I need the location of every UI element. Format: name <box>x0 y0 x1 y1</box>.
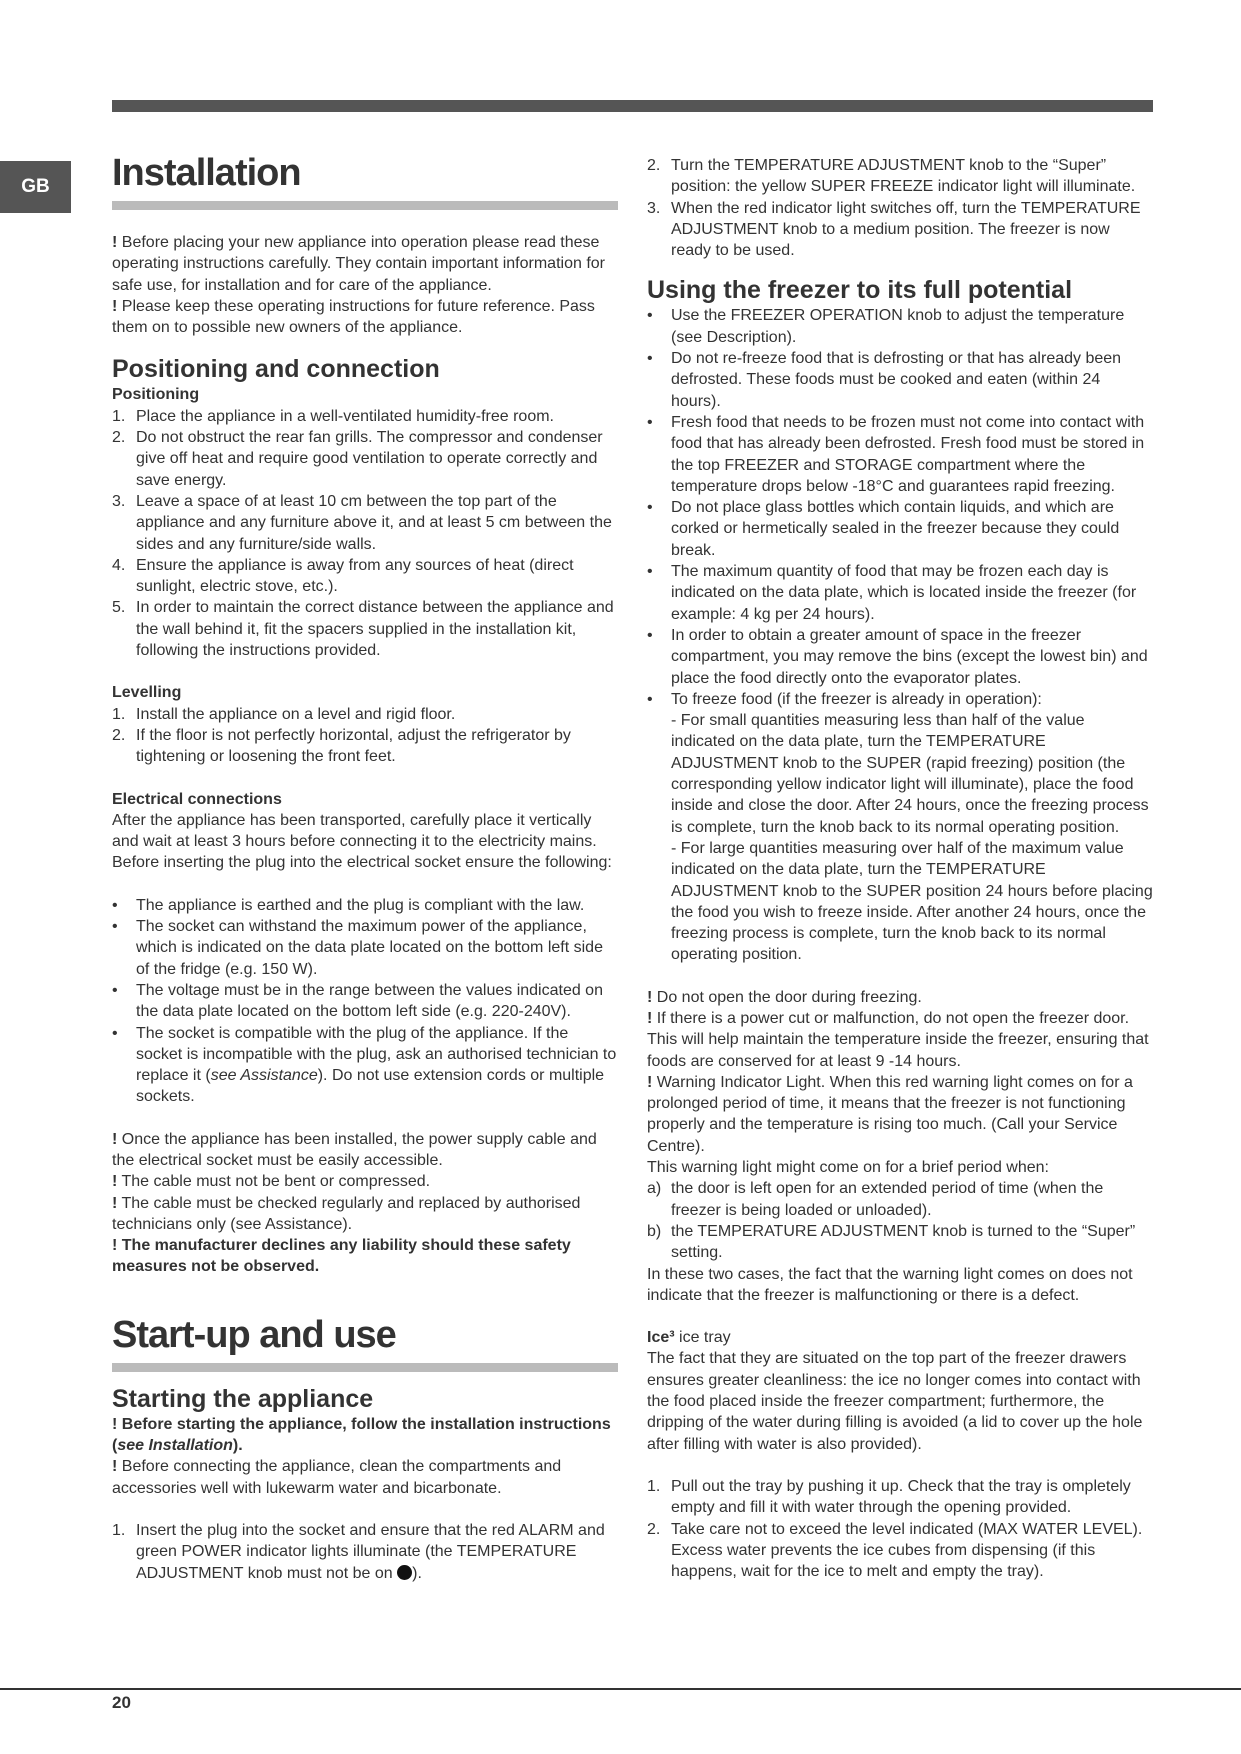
list-item: 3. Leave a space of at least 10 cm between the top part of the appliance and any furniture above it, and at least 5 cm between the sides and any furniture/side walls. <box>112 492 612 553</box>
list-item: • The socket can withstand the maximum power of the appliance, which is indicated on the data plate located on the bottom left side of the fridge (e.g. 150 W). <box>112 918 603 978</box>
positioning-list <box>112 406 618 662</box>
startup-steps-continued <box>647 155 1153 261</box>
list-item: 1. Install the appliance on a level and rigid floor. <box>112 705 456 723</box>
intro-note: ! Before placing your new appliance into operation please read these operating instructions carefully. They contain important information for safe use, for installation and for care of the appliance. <box>112 234 605 294</box>
ice-steps <box>647 1476 1153 1582</box>
list-item: • Fresh food that needs to be frozen must not come into contact with food that has already been defrosted. Fresh food must be stored in the top FREEZER and STORAGE compartment where the temperature drops below -18°C and guarantees rapid freezing. <box>647 413 1145 495</box>
list-item: • The maximum quantity of food that may be frozen each day is indicated on the data plate, which is located inside the freezer (for example: 4 kg per 24 hours). <box>647 563 1137 623</box>
safety-note: ! Once the appliance has been installed, the power supply cable and the electrical socket must be easily accessible. <box>112 1130 597 1169</box>
list-item: • The socket is compatible with the plug of the appliance. If the socket is incompatible with the plug, ask an authorised technician to replace it (see Assistance). Do not use extension cords or multiple sockets. <box>112 1024 617 1106</box>
list-item: 2. Take care not to exceed the level indicated (MAX WATER LEVEL). Excess water prevents the ice cubes from dispensing (if this happens, wait for the ice to melt and empty the tray). <box>647 1520 1143 1581</box>
off-position-icon <box>397 1565 412 1580</box>
header-rule <box>112 100 1153 112</box>
list-item: 5. In order to maintain the correct distance between the appliance and the wall behind it, fit the spacers supplied in the installation kit, following the instructions provided. <box>112 599 614 660</box>
electrical-list <box>112 895 618 1108</box>
startup-title: Start-up and use <box>112 1313 396 1356</box>
list-item: 1. Pull out the tray by pushing it up. Check that the tray is ompletely empty and fill it with water through the opening provided. <box>647 1477 1131 1517</box>
freezer-list <box>647 305 1153 965</box>
list-item: • In order to obtain a greater amount of space in the freezer compartment, you may remove the bins (except the lowest bin) and place the food directly onto the evaporator plates. <box>647 626 1148 687</box>
startup-warning: ! Before starting the appliance, follow the installation instructions (see Installation). <box>112 1415 611 1455</box>
list-item: 1. Place the appliance in a well-ventilated humidity-free room. <box>112 407 554 425</box>
starting-heading: Starting the appliance <box>112 1384 374 1413</box>
installation-title: Installation <box>112 152 301 194</box>
list-item: b) the TEMPERATURE ADJUSTMENT knob is turned to the “Super” setting. <box>647 1222 1136 1262</box>
safety-note: ! The cable must be checked regularly and replaced by authorised technicians only (see Assistance). <box>112 1194 581 1233</box>
list-item: • Do not place glass bottles which contain liquids, and which are corked or hermetically sealed in the freezer because they could break. <box>647 499 1120 559</box>
freezer-note: ! Do not open the door during freezing. <box>647 988 922 1006</box>
freezer-note: ! Warning Indicator Light. When this red warning light comes on for a prolonged period of time, it means that the freezer is not functioning properly and the temperature is rising too much. (Call your Service Centre). <box>647 1073 1133 1155</box>
list-item: 4. Ensure the appliance is away from any sources of heat (direct sunlight, electric stove, etc.). <box>112 556 574 596</box>
right-column <box>647 155 1153 1582</box>
positioning-heading: Positioning <box>112 386 200 404</box>
list-item: a) the door is left open for an extended period of time (when the freezer is being loaded or unloaded). <box>647 1180 1104 1219</box>
footer-rule <box>0 1688 1241 1690</box>
language-tab: GB <box>0 161 71 213</box>
electrical-heading: Electrical connections <box>112 790 282 808</box>
ice-text: The fact that they are situated on the top part of the freezer drawers ensures greater cleanliness: the ice no longer comes into contact with the food placed inside the freezer compartment; furthermore, the dripping of the water during filling is avoided (a lid to cover up the hole after filling with water is also provided). <box>647 1350 1143 1453</box>
list-item: 2. Do not obstruct the rear fan grills. The compressor and condenser give off heat and require good ventilation to operate correctly and save energy. <box>112 429 603 489</box>
title-rule <box>112 201 618 210</box>
list-item: 2. If the floor is not perfectly horizontal, adjust the refrigerator by tightening or loosening the front feet. <box>112 726 571 766</box>
list-item: • The appliance is earthed and the plug is compliant with the law. <box>112 896 585 914</box>
list-item: 2. Turn the TEMPERATURE ADJUSTMENT knob to the “Super” position: the yellow SUPER FREEZE indicator light will illuminate. <box>647 157 1136 196</box>
title-rule <box>112 1363 618 1372</box>
warning-outro: In these two cases, the fact that the warning light comes on does not indicate that the freezer is malfunctioning or there is a defect. <box>647 1265 1133 1304</box>
electrical-intro: After the appliance has been transported, carefully place it vertically and wait at least 3 hours before connecting it to the electricity mains. Before inserting the plug into the electrical socket ensure the following: <box>112 811 612 872</box>
startup-steps <box>112 1520 618 1584</box>
ice-heading: Ice³ ice tray <box>647 1329 731 1347</box>
page-number: 20 <box>112 1693 131 1712</box>
freezer-heading: Using the freezer to its full potential <box>647 276 1073 305</box>
levelling-list <box>112 704 618 768</box>
list-item: • The voltage must be in the range between the values indicated on the data plate located on the bottom left side (e.g. 220-240V). <box>112 981 603 1021</box>
list-item: • To freeze food (if the freezer is already in operation): - For small quantities measuring less than half of the value indicated on the data plate, turn the TEMPERATURE ADJUSTMENT knob to the SUPER (rapid freezing) position (the corresponding yellow indicator light will illuminate), place the food inside and close the door. After 24 hours, once the freezing process is complete, turn the knob back to its normal operating position. - For large quantities measuring over half of the maximum value indicated on the data plate, turn the TEMPERATURE ADJUSTMENT knob to the SUPER position 24 hours before placing the food you wish to freeze inside. After another 24 hours, once the freezing process is complete, turn the knob back to its normal operating position. <box>647 690 1153 964</box>
warning-intro: This warning light might come on for a brief period when: <box>647 1159 1049 1177</box>
list-item: • Do not re-freeze food that is defrosting or that has already been defrosted. These foods must be cooked and eaten (within 24 hours). <box>647 350 1122 410</box>
intro-note: ! Please keep these operating instructions for future reference. Pass them on to possible new owners of the appliance. <box>112 297 595 337</box>
list-item: 1. Insert the plug into the socket and ensure that the red ALARM and green POWER indicator lights illuminate (the TEMPERATURE ADJUSTMENT knob must not be on ). <box>112 1521 605 1582</box>
positioning-connection-heading: Positioning and connection <box>112 355 440 384</box>
list-item: 3. When the red indicator light switches off, turn the TEMPERATURE ADJUSTMENT knob to a medium position. The freezer is now ready to be used. <box>647 199 1141 260</box>
freezer-note: ! If there is a power cut or malfunction, do not open the freezer door. This will help maintain the temperature inside the freezer, ensuring that foods are conserved for at least 9 -14 hours. <box>647 1009 1149 1070</box>
list-item: • Use the FREEZER OPERATION knob to adjust the temperature (see Description). <box>647 307 1125 346</box>
safety-note: ! The cable must not be bent or compressed. <box>112 1173 431 1191</box>
warning-cases <box>647 1178 1153 1263</box>
levelling-heading: Levelling <box>112 684 182 702</box>
clean-note: ! Before connecting the appliance, clean the compartments and accessories well with lukewarm water and bicarbonate. <box>112 1458 562 1497</box>
left-column <box>112 150 618 1584</box>
disclaimer: ! The manufacturer declines any liability should these safety measures not be observed. <box>112 1237 571 1276</box>
